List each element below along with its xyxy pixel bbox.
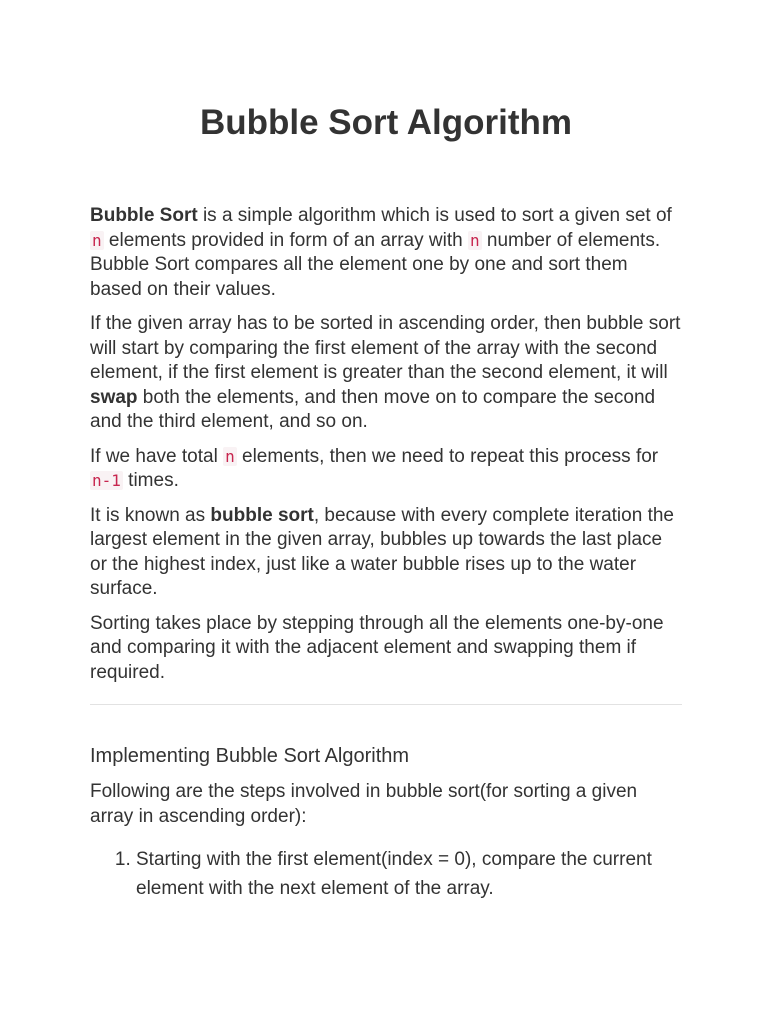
bold-term: Bubble Sort [90,205,198,226]
steps-list [90,845,682,903]
page-title: Bubble Sort Algorithm [199,103,572,142]
text-span: is a simple algorithm which is used to sort a given set of [197,205,672,226]
inline-code: n [469,230,480,250]
article-body [90,204,682,903]
inline-code: n [92,230,102,250]
text-span: , because with every complete iteration the largest element in the given array, bubbles up towards the last place or the highest index, just like a water bubble rises up to the water surface. [90,504,674,599]
section-divider [90,704,682,705]
repeat-paragraph [90,445,682,494]
name-origin-paragraph [90,504,682,602]
swap-paragraph [90,312,682,435]
inline-code: n-1 [92,471,121,490]
section-heading: Implementing Bubble Sort Algorithm [90,745,410,767]
text-span: elements provided in form of an array with [103,229,468,251]
bold-term: bubble sort [210,504,314,526]
text-span: If the given array has to be sorted in ascending order, then bubble sort will start by comparing the first element of the array with the second element, if the first element is greater than the second element, it will [90,313,681,383]
intro-paragraph [90,204,682,302]
text-span: It is known as [90,504,211,526]
text-span: times. [122,470,179,491]
text-span: number of elements. Bubble Sort compares all the element one by one and sort them based on their values. [90,229,661,300]
text-span: elements, then we need to repeat this process for [236,445,659,467]
inline-code: n [225,446,235,466]
bold-term: swap [90,386,138,408]
list-item: 1. Starting with the first element(index = 0), compare the current element with the next element of the array. [136,845,682,903]
text-span: If we have total [90,445,224,467]
text-span: both the elements, and then move on to compare the second and the third element, and so on. [90,386,656,432]
steps-intro: Following are the steps involved in bubble sort(for sorting a given array in ascending order): [90,781,638,827]
stepping-paragraph: Sorting takes place by stepping through all the elements one-by-one and comparing it with the adjacent element and swapping them if required. [90,612,664,683]
